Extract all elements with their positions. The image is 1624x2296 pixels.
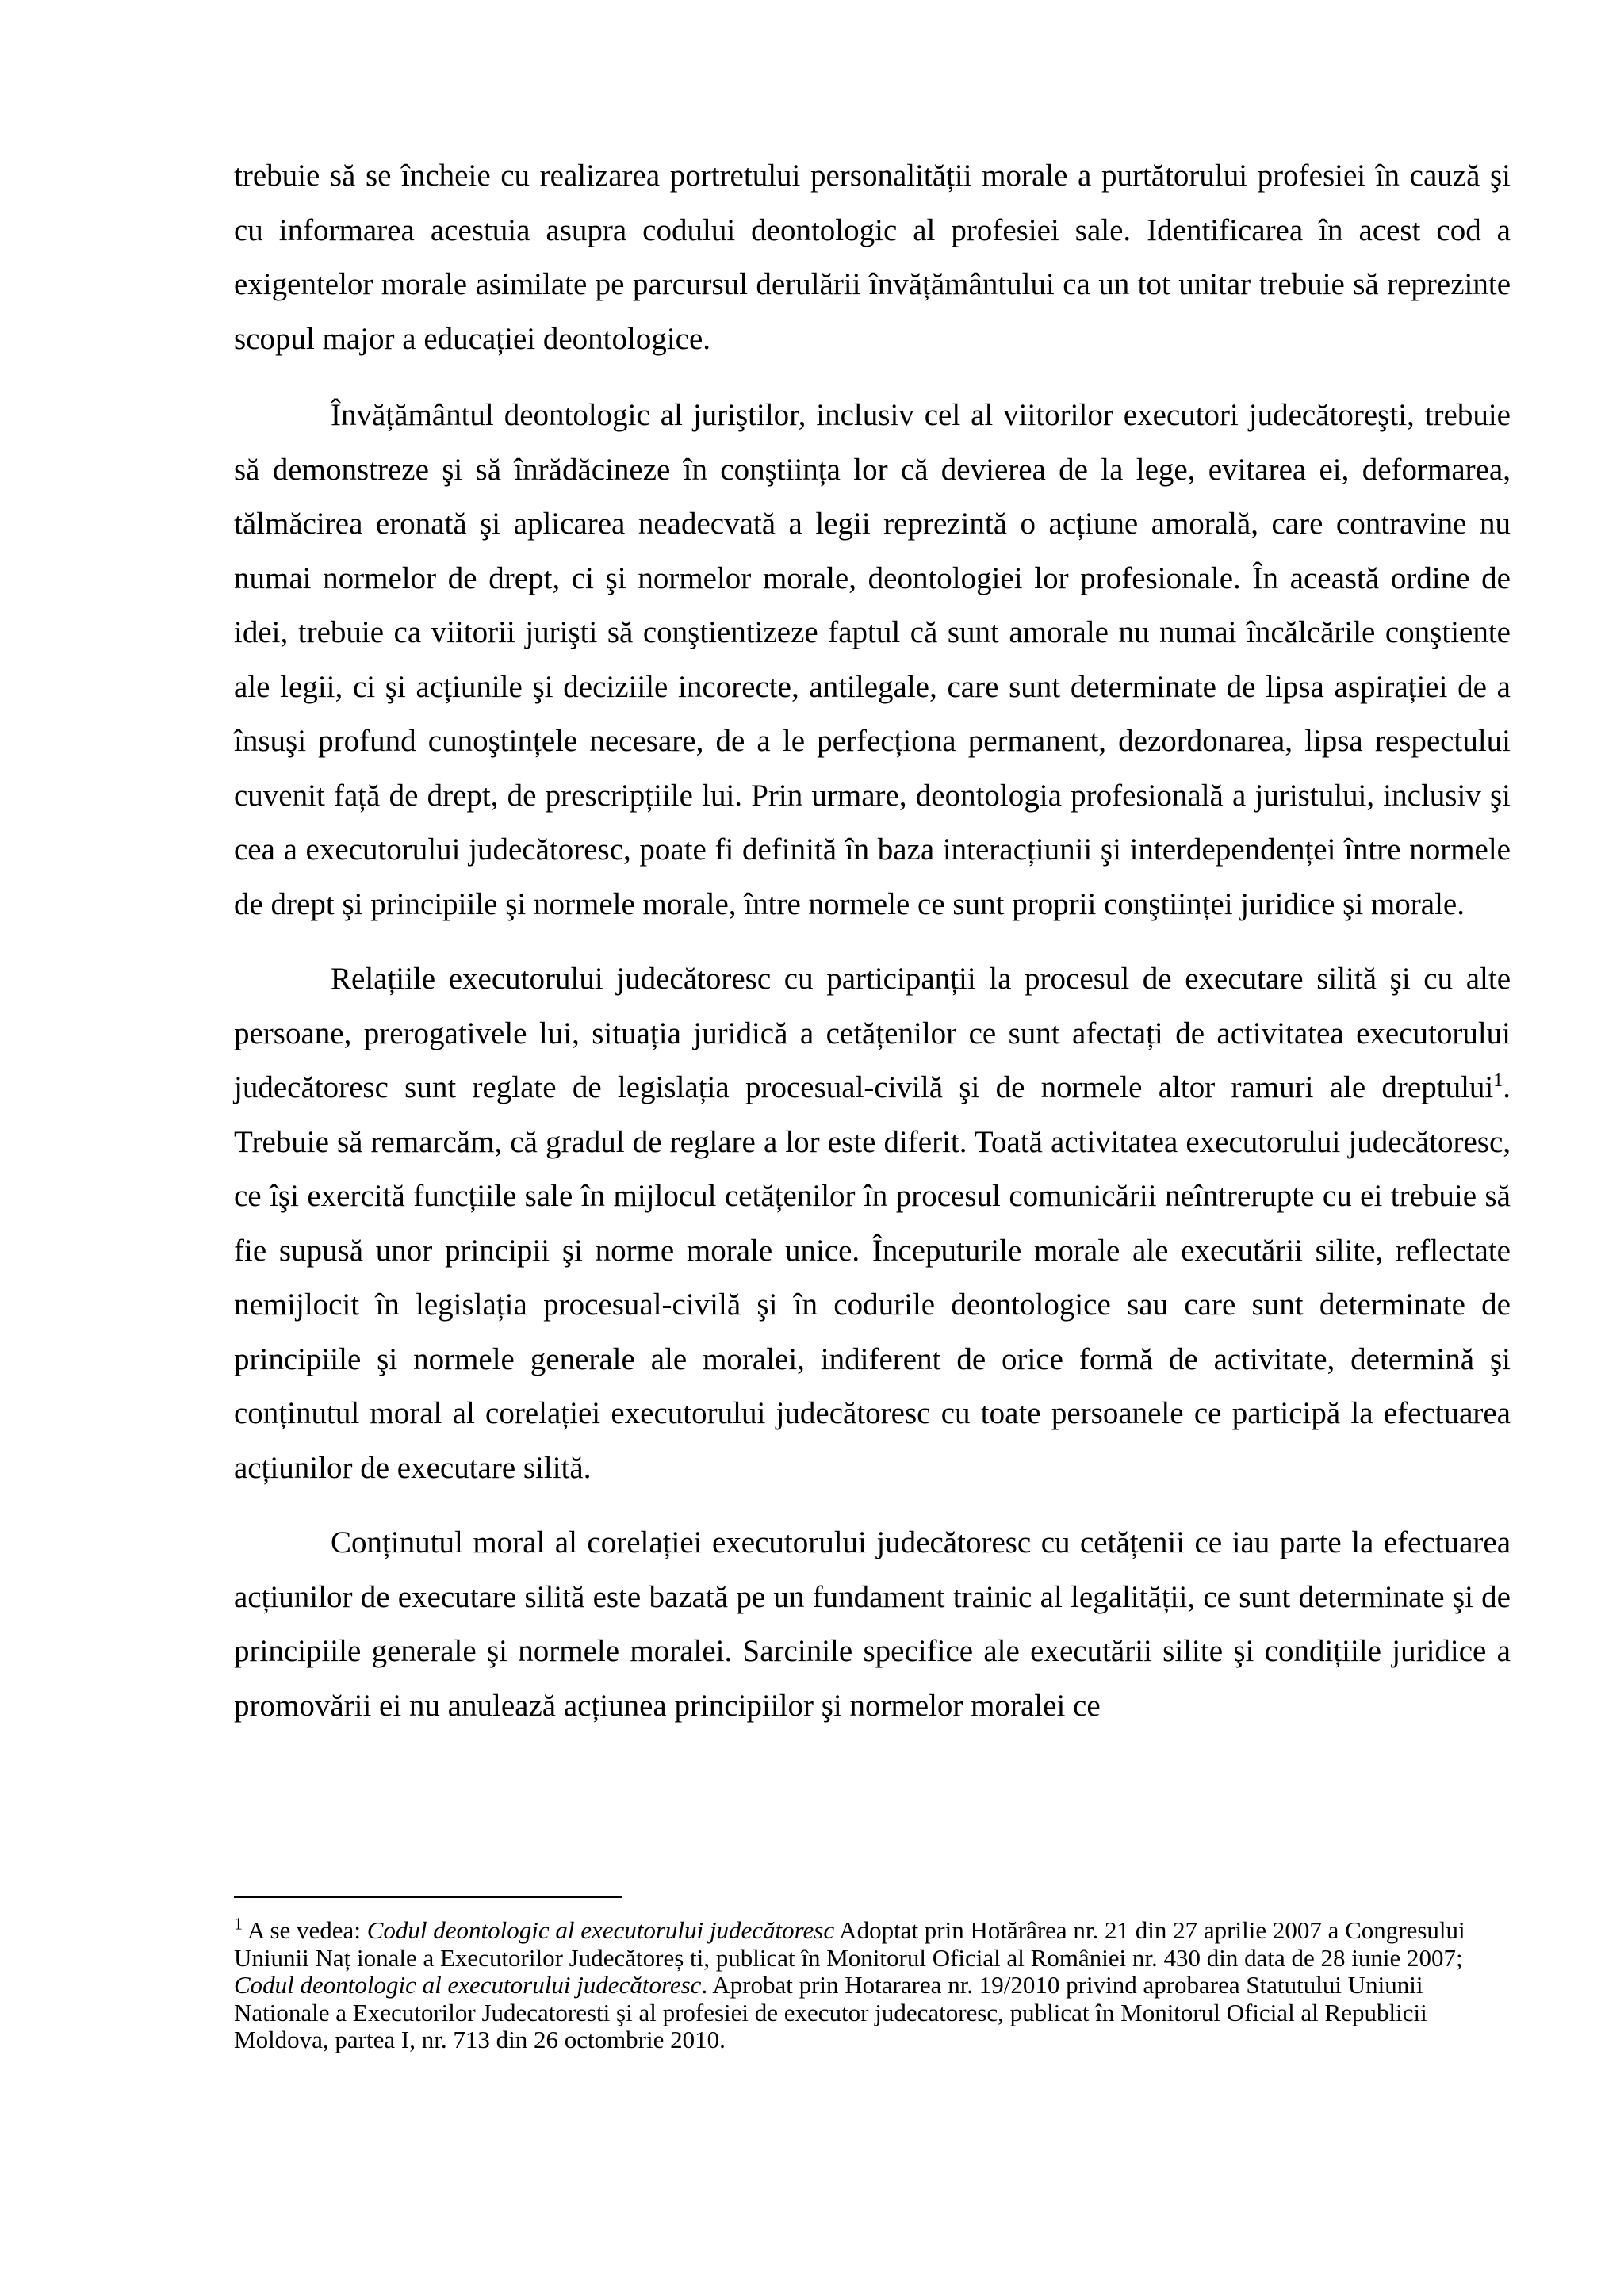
paragraph-3 — [234, 952, 1511, 1495]
footnote — [234, 1913, 1511, 2054]
footnote-reference: 1 — [1493, 1070, 1503, 1091]
document-body — [234, 149, 1511, 1733]
paragraph-2: Învățământul deontologic al juriştilor, inclusiv cel al viitorilor executori judecătoreşti, trebuie să demonstreze şi să înrădăcineze în conştiința lor că devierea de la lege, evitarea ei, deformarea, tălmăcirea eronată şi aplicarea neadecvată a legii reprezintă o acțiune amorală, care contravine nu numai normelor de drept, ci şi normelor morale, deontologiei lor profesionale. În această ordine de idei, trebuie ca viitorii jurişti să conştientizeze faptul că sunt amorale nu numai încălcările conştiente ale legii, ci şi acțiunile şi deciziile incorecte, antilegale, care sunt determinate de lipsa aspirației de a însuşi profund cunoştințele necesare, de a le perfecționa permanent, dezordonarea, lipsa respectului cuvenit față de drept, de prescripțiile lui. Prin urmare, deontologia profesională a juristului, inclusiv şi cea a executorului judecătoresc, poate fi definită în baza interacțiunii şi interdependenței între normele de drept şi principiile şi normele morale, între normele ce sunt proprii conştiinței juridice şi morale. — [234, 398, 1511, 921]
footnote-text-2: . Aprobat prin Hotararea nr. 19/2010 privind aprobarea Statutului Uniunii Nationale a Executorilor Judecatoresti şi al profesiei de executor judecatoresc, publicat în Monitorul Oficial al Republicii Moldova, partea I, nr. 713 din 26 octombrie 2010. — [234, 1971, 1427, 2054]
footnote-title-1: Codul deontologic al executorului judecătoresc — [366, 1916, 835, 1944]
footnote-mark: 1 — [234, 1913, 243, 1934]
footnote-title-2: Codul deontologic al executorului judecătoresc — [234, 1971, 702, 1999]
paragraph-3-text-end: . Trebuie să remarcăm, că gradul de reglare a lor este diferit. Toată activitatea executorului judecătoresc, ce îşi exercită funcțiile sale în mijlocul cetățenilor în procesul comunicării neîntrerupte cu ei trebuie să fie supusă unor principii şi norme morale unice. Începuturile morale ale executării silite, reflectate nemijlocit în legislația procesual-civilă şi în codurile deontologice sau care sunt determinate de principiile şi normele generale ale moralei, indiferent de orice formă de activitate, determină şi conținutul moral al corelației executorului judecătoresc cu toate persoanele ce participă la efectuarea acțiunilor de executare silită. — [234, 1070, 1511, 1485]
paragraph-1: trebuie să se încheie cu realizarea portretului personalității morale a purtătorului profesiei în cauză şi cu informarea acestuia asupra codului deontologic al profesiei sale. Identificarea în acest cod a exigentelor morale asimilate pe parcursul derulării învățământului ca un tot unitar trebuie să reprezinte scopul major a educației deontologice. — [234, 159, 1511, 356]
footnote-separator — [234, 1896, 622, 1898]
paragraph-4: Conținutul moral al corelației executorului judecătoresc cu cetățenii ce iau parte la efectuarea acțiunilor de executare silită este bazată pe un fundament trainic al legalității, ce sunt determinate şi de principiile generale şi normele moralei. Sarcinile specifice ale executării silite şi condițiile juridice a promovării ei nu anulează acțiunea principiilor şi normelor moralei ce — [234, 1525, 1511, 1723]
footnote-lead: A se vedea: — [243, 1916, 367, 1944]
footnote-text-1: Adoptat prin Hotărârea nr. 21 din 27 aprilie 2007 a Congresului Uniunii Naț ionale a Executorilor Judecătoreș ti, publicat în Monitorul Oficial al României nr. 430 din data de 28 iunie 2007; — [234, 1916, 1465, 1972]
paragraph-3-text-start: Relațiile executorului judecătoresc cu participanții la procesul de executare silită şi cu alte persoane, prerogativele lui, situația juridică a cetățenilor ce sunt afectați de activitatea executorului judecătoresc sunt reglate de legislația procesual-civilă şi de normele altor ramuri ale dreptului — [234, 962, 1511, 1104]
